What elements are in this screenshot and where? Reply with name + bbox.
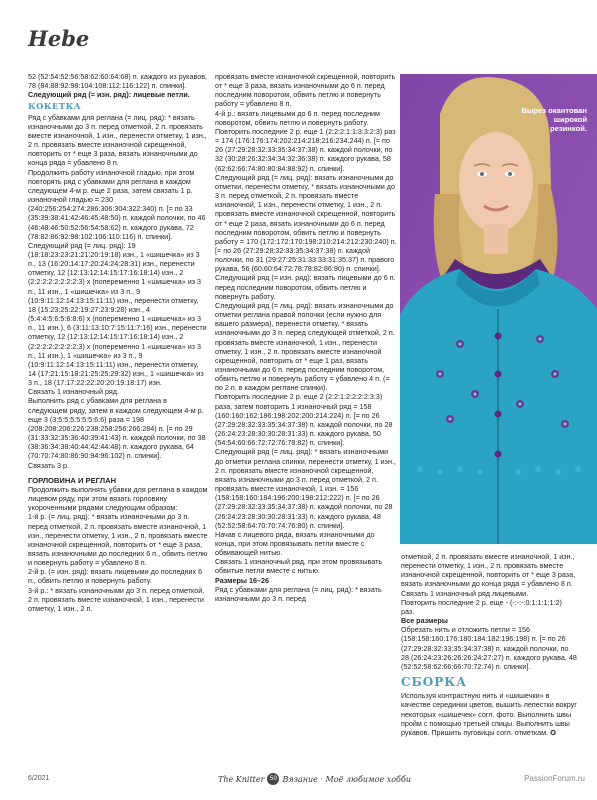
text-column-1 bbox=[28, 72, 208, 772]
paragraph: 1-й р. (= лиц. ряд): * вязать изнаночными до 3 п. перед отметкой, 2 п. провязать вместе изнаночной, 1 изн., перенести отметку, 1 изн., 2 п. провязать вместе изнаночной скрещенной, повторить от * еще 3 раза, вязать изнаночными до последних 6 п., обвить петлю и повернуть работу = убавлено 8 п. bbox=[28, 512, 208, 568]
paragraph: Следующий ряд (= лиц. ряд): вязать изнаночными до отметки, перенести отметку, * вязать изнаночными до 3 п. перед отметкой, 2 п. провязать вместе изнаночной, 1 изн., перенести отметку, 1 изн., 2 п. провязать вместе изнаночной скрещенной, повторить от * еще 2 раза, вязать изнаночными до 6 п. перед последним поворотом, обвить петлю и повернуть работу = 170 (172:172:170:198:210:214:212:230:240) п. [= по 26 (27:29:28:32:33:35:34:37:38) п. каждой полочки, по 31 (29:27:25:31:33:33:31:35:37) п. правого рукава, 56 (60:60:64:72:78:78:82:86:90) п. спинки]. bbox=[215, 172, 397, 274]
site-watermark: PassionForum.ru bbox=[524, 774, 585, 783]
section-heading: ГОРЛОВИНА И РЕГЛАН bbox=[28, 475, 117, 485]
paragraph: 3-й р.: * вязать изнаночными до 3 п. перед отметкой, 2 п. провязать вместе изнаночной, 1 изн., перенести отметку, 1 изн., 2 п. bbox=[28, 585, 205, 613]
paragraph: 52 (52:54:52:56:58:62:60:64:68) п. каждого из рукавов, 78 (84:88:92:98:104:108:112:116:122) п. спинки]. bbox=[28, 72, 208, 91]
paragraph: Начав с лицевого ряда, вязать изнаночными до конца, при этом провязывать петли вместе с обвивающей нитью. bbox=[215, 529, 375, 558]
paragraph: Следующий ряд (= лиц. ряд): вязать изнаночными до отметки реглана правой полочки (если нужно для вашего размера), перенести отметку, * вязать изнаночными до 3 п. перед следующей отметкой, 2 п. провязать вместе изнаночной, 1 изн., перенести отметку, 1 изн., 2 п. провязать вместе изнаночной скрещенной, повторить от * еще 1 раз, вязать изнаночными до 6 п. перед последним поворотом, обвить петлю и повернуть работу = убавлено 4 п. (= по 2 п. в каждом реглане спинки). bbox=[215, 300, 395, 393]
paragraph: Связать 1 изнаночный ряд, при этом провязывать обвитые петли вместе с нитью. bbox=[215, 557, 383, 576]
page-footer bbox=[0, 770, 597, 790]
paragraph: Повторить последние 2 р. еще - (-:-:-:0:1:1:1:1:2) раз. bbox=[401, 597, 562, 616]
paragraph: Следующий ряд (= лиц. ряд): 19 (18:18:23:23:21:21:20:19:18) изн., 1 «шишечка» из 3 п., 13 (16:20:14:17:20:24:24:28:31) изн., перенести отметку, 12 (12:13:12:14:15:17:16:18:14) изн., 2 (2:2:2:2:2:2:2:2:3) х (попеременно 1 «шишечка» из 3 п., 11 изн., 1 «шишечка» из 3 п., 9 (10:9:11:12:14:13:15:11:11) изн., перенести отметку, 18 (15:23:25:22:19:27:23:9:28) изн., 4 (5:4:4:5:6:5:6:8:6) х (попеременно 1 «шишечка» из 3 п., 11 изн.), 6 (3:11:13:10:7:15:11:7:16) изн., перенести отметку, 12 (12:13:12:14:15:17:16:18:14) изн., 2 (2:2:2:2:2:2:2:2:3) х (попеременно 1 «шишечка» из 3 п., 11 изн.), 1 «шишечка» из 3 п., 9 (10:9:11:12:14:13:15:11:11) изн., перенести отметку, 14 (17:21:15:18:21:25:25:29:32) изн., 1 «шишечка» из 3 п., 18 (17:17:22:22:20:20:19:18:17) изн. bbox=[28, 240, 207, 388]
model-photo bbox=[400, 74, 597, 544]
text-column-3 bbox=[401, 552, 577, 752]
page-number: 50 bbox=[267, 773, 279, 785]
magazine-tagline: Вязание · Моё любимое хобби bbox=[282, 774, 411, 784]
paragraph: Обрезать нить и отложить петли = 156 (158:158:160:176:180:184:182:196:198) п. [= по 26 (27:29:28:32:33:35:34:37:38) п. каждой полочки, по 28 (26:24:23:26:26:26:24:27:27) п. каждого рукава, 48 (52:52:58:62:66:66:70:72:74) п. спинки]. bbox=[401, 625, 577, 671]
paragraph: Размеры 16–26 bbox=[215, 575, 270, 585]
magazine-line bbox=[218, 773, 411, 785]
paragraph: Следующий ряд (= лиц. ряд): * вязать изнаночными до отметки реглана спинки, перенести отметку, 1 изн., 2 п. провязать вместе изнаночной скрещенной, вязать изнаночными до 3 п. перед отметкой, 2 п. провязать вместе изнаночной, 1 изн. = 156 (158:158:160:184:196:200:198:212:222) п. [= по 26 (27:29:28:32:33:35:34:37:38) п. каждой полочки, по 28 (26:24:23:28:30:30:28:31:33) п. каждого рукава, 48 (52:52:58:64:70:70:74:76:80) п. спинки]. bbox=[215, 447, 396, 530]
paragraph: провязать вместе изнаночной скрещенной, повторить от * еще 3 раза, вязать изнаночными до 6 п. перед последним поворотом, обвить петлю и повернуть работу = убавлено 8 п. bbox=[215, 72, 396, 109]
section-heading: СБОРКА bbox=[401, 675, 467, 690]
paragraph: Связать 3 р. bbox=[28, 460, 69, 470]
paragraph: Выполнить ряд с убавками для реглана в следующем ряду, затем в каждом следующем 4-м р. еще 3 (3:5:5:5:5:5:5:6:6) раза = 198 (208:208:206:226:238:258:256:266:284) п. [= по 29 (31:33:32:35:36:40:39:41:43) п. каждой полочки, по 38 (38:36:34:38:40:44:42:44:48) п. каждого рукава, 64 (70:70:74:80:86:90:94:96:102) п. спинки]. bbox=[28, 396, 206, 461]
magazine-name: The Knitter bbox=[218, 774, 265, 784]
paragraph: Повторить последние 2 р. еще 1 (2:2:2:1:1:3:3:2:3) раз = 174 (176:176:174:202:214:218:216:234:244) п. [= по 26 (27:29:28:32:33:35:34:37:38) п. каждой полочки, по 32 (30:28:26:32:34:34:32:36:38) п. каждого рукава, 58 (62:62:66:74:80:80:84:88:92) п. спинки]. bbox=[215, 126, 396, 173]
paragraph: Связать 1 изнаночный ряд лицевыми. bbox=[401, 588, 529, 598]
text-column-2 bbox=[215, 72, 397, 772]
paragraph: 2-й р. (= изн. ряд): вязать лицевыми до последних 6 п., обвить петлю и повернуть работу. bbox=[28, 567, 203, 586]
page-title: Hebe bbox=[28, 26, 90, 51]
paragraph: отметкой, 2 п. провязать вместе изнаночной, 1 изн., перенести отметку, 1 изн., 2 п. провязать вместе изнаночной скрещенной, повторить от * еще 3 раза, вязать изнаночными до конца ряда = убавлено 8 п. bbox=[401, 552, 576, 589]
paragraph: Следующий ряд (= изн. ряд): вязать лицевыми до 6 п. перед последним поворотом, обвить петлю и повернуть работу. bbox=[215, 273, 396, 301]
paragraph: Ряд с убавками для реглана (= лиц. ряд): * вязать изнаночными до 3 п. перед отметкой, 2 п. провязать вместе изнаночной, 1 изн., перенести отметку, 1 изн., 2 п. провязать вместе изнаночной скрещенной, повторить от * еще 3 раза, вязать изнаночными до конца ряда = убавлено 8 п. bbox=[28, 112, 207, 168]
paragraph: Повторить последние 2 р. еще 2 (2:2:1:2:2:2:2:3:3) раза, затем повторить 1 изнаночный ряд = 158 (160:160:162:186:198:202:200:214:224) п. [= по 26 (27:29:28:32:33:35:34:37:38) п. каждой полочки, по 28 (26:24:23:28:30:30:28:31:33) п. каждого рукава, 50 (54:54:60:66:72:72:76:78:82) п. спинки]. bbox=[215, 392, 393, 448]
issue-date: 6/2021 bbox=[28, 775, 50, 782]
paragraph: Связать 1 изнаночный ряд. bbox=[28, 387, 119, 397]
paragraph: Ряд с убавками для реглана (= лиц. ряд): * вязать изнаночными до 3 п. перед bbox=[215, 584, 382, 603]
paragraph: Продолжить работу изнаночной гладью, при этом повторять ряд с убавками для реглана в каждом следующем 4-м р. еще 2 раза, затем связать 1 р. изнаночной гладью = 230 (240:256:254:274:286:306:304:322:340) п. [= по 33 (35:39:38:41:42:46:45:48:50) п. каждой полочки, по 46 (46:48:46:50:52:56:54:58:62) п. каждого рукава, 72 (78:82:86:92:98:102:106:110:116) п. спинки]. bbox=[28, 167, 206, 241]
section-heading: КОКЕТКА bbox=[28, 101, 82, 112]
paragraph: Используя контрастную нить и «шишечки» в качестве серединки цветов, вышить лепестки вокруг некоторых «шишечек» согл. фото. Выполнить швы пройм с помощью третьей спицы. Выполнить швы рукавов. Пришить пуговицы согл. отметкам. ✪ bbox=[401, 691, 577, 737]
paragraph: Продолжить выполнять убавки для реглана в каждом лицевом ряду, при этом вязать горловину укороченными рядами следующим образом: bbox=[28, 484, 208, 513]
paragraph: Все размеры bbox=[401, 616, 448, 626]
photo-illustration bbox=[400, 74, 597, 544]
paragraph: Следующий ряд (= изн. ряд): лицевые петли. bbox=[28, 90, 190, 100]
paragraph: 4-й р.: вязать лицевыми до 6 п. перед последним поворотом, обвить петлю и повернуть работу. bbox=[215, 108, 380, 127]
photo-caption: Вырез окантован широкой резинкой. bbox=[521, 106, 587, 134]
